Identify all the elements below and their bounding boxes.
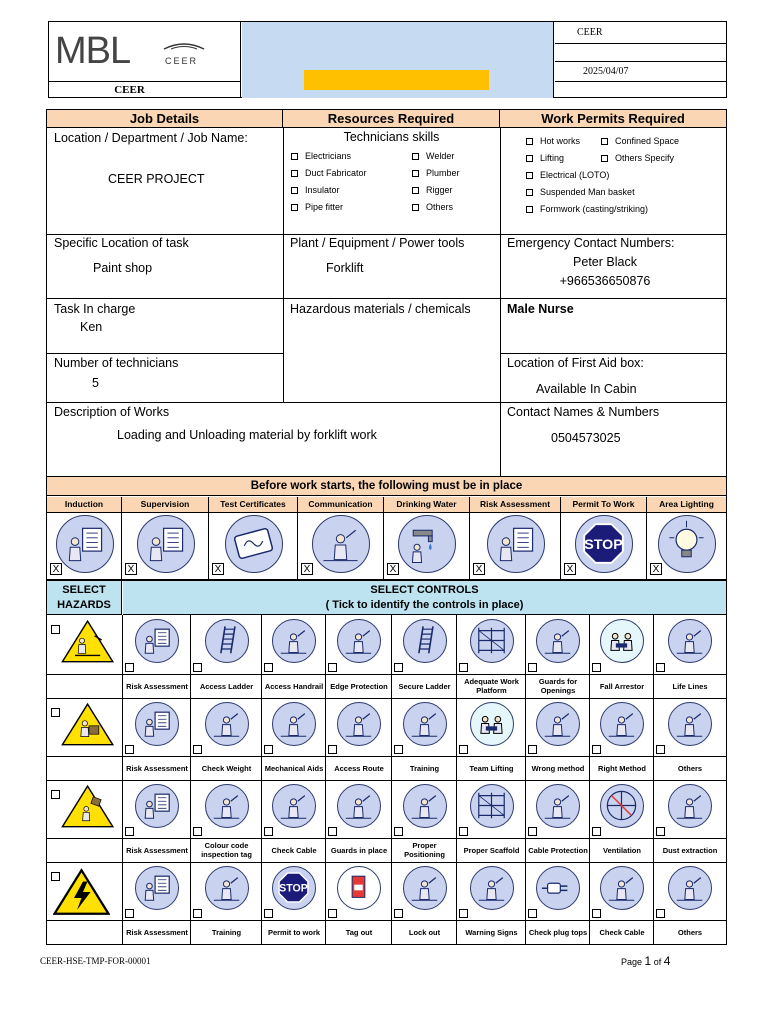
- ceer-logo-text: CEER: [165, 56, 199, 66]
- technicians-value: 5: [92, 376, 99, 390]
- contacts-value: 0504573025: [551, 431, 621, 445]
- control-cell: [123, 862, 191, 944]
- control-checkbox[interactable]: [592, 827, 601, 836]
- others-icon: [668, 866, 712, 910]
- before-work-cell: [122, 513, 209, 579]
- checkbox[interactable]: [291, 187, 298, 194]
- permit-hot-works[interactable]: Hot works: [526, 133, 580, 150]
- task-incharge-value: Ken: [80, 320, 103, 334]
- permit-lifting[interactable]: Lifting: [526, 150, 564, 167]
- risk-assessment-icon: [135, 784, 179, 828]
- control-checkbox[interactable]: [528, 663, 537, 672]
- hazard-cell: [47, 862, 123, 944]
- control-label: Training: [409, 763, 440, 773]
- control-cell: [191, 862, 262, 944]
- control-label: Ventilation: [603, 845, 641, 855]
- control-checkbox[interactable]: [592, 909, 601, 918]
- control-label: Lock out: [408, 927, 441, 937]
- control-cell: [392, 862, 457, 944]
- contacts-label: Contact Names & Numbers: [507, 405, 660, 419]
- water-tap-icon: [398, 515, 456, 573]
- control-cell: [262, 615, 326, 698]
- control-label: Proper Scaffold: [463, 845, 520, 855]
- control-cell: [654, 862, 726, 944]
- control-checkbox[interactable]: [125, 745, 134, 754]
- control-cell: [590, 698, 654, 780]
- ceer-logo: [161, 40, 213, 66]
- specific-location-value: Paint shop: [93, 261, 153, 275]
- footer-doc-code: CEER-HSE-TMP-FOR-00001: [40, 956, 151, 966]
- control-checkbox[interactable]: [656, 663, 665, 672]
- skills-title: Technicians skills: [343, 130, 440, 144]
- access-handrail-icon: [272, 619, 316, 663]
- before-work-checkbox[interactable]: X: [564, 563, 576, 575]
- before-work-label-drinking-water: Drinking Water: [384, 497, 470, 513]
- control-cell: [262, 862, 326, 944]
- falling-object-hazard-icon: [61, 784, 114, 829]
- checkbox[interactable]: [291, 153, 298, 160]
- fall-arrestor-icon: [600, 619, 644, 663]
- control-checkbox[interactable]: [264, 827, 273, 836]
- permit-to-work-icon: [272, 866, 316, 910]
- first-aid-value: Available In Cabin: [536, 382, 637, 396]
- control-label: Access Ladder: [199, 681, 254, 691]
- control-checkbox[interactable]: [125, 663, 134, 672]
- before-work-cell: [298, 513, 384, 579]
- control-cell: [123, 698, 191, 780]
- skill-welder[interactable]: Welder: [412, 148, 454, 165]
- guards-for-openings-icon: [536, 619, 580, 663]
- page-total: 4: [663, 954, 671, 968]
- male-nurse-label: Male Nurse: [507, 302, 574, 316]
- before-work-checkbox[interactable]: X: [212, 563, 224, 575]
- before-work-checkbox[interactable]: X: [387, 563, 399, 575]
- page-number: 1: [644, 954, 652, 968]
- location-label: Location / Department / Job Name:: [54, 131, 248, 145]
- grid-hline-2: [47, 298, 726, 299]
- control-cell: [590, 780, 654, 862]
- control-checkbox[interactable]: [459, 827, 468, 836]
- certificate-icon: [225, 515, 283, 573]
- checkbox[interactable]: [526, 155, 533, 162]
- induction-icon: [56, 515, 114, 573]
- supervision-icon: [137, 515, 195, 573]
- before-work-cell: [209, 513, 298, 579]
- control-label: Tag out: [345, 927, 373, 937]
- control-checkbox[interactable]: [656, 827, 665, 836]
- description-value: Loading and Unloading material by forklift work: [117, 428, 377, 442]
- control-cell: [191, 780, 262, 862]
- header-right-ceer: CEER: [555, 22, 727, 44]
- control-label: Risk Assessment: [126, 681, 188, 691]
- control-checkbox[interactable]: [328, 909, 337, 918]
- control-checkbox[interactable]: [125, 909, 134, 918]
- hazard-checkbox[interactable]: [51, 625, 60, 634]
- control-cell: [654, 780, 726, 862]
- permit-others-specify[interactable]: Others Specify: [601, 150, 674, 167]
- footer-page: [621, 954, 670, 968]
- svg-text:STOP: STOP: [279, 882, 308, 895]
- control-cell: [457, 698, 526, 780]
- training-icon: [403, 702, 447, 746]
- control-label: Wrong method: [531, 763, 585, 773]
- communication-icon: [312, 515, 370, 573]
- control-checkbox[interactable]: [193, 745, 202, 754]
- checkbox[interactable]: [412, 187, 419, 194]
- control-label: Team Lifting: [469, 763, 514, 773]
- control-label: Others: [677, 763, 703, 773]
- control-label: Risk Assessment: [126, 845, 188, 855]
- control-label: Edge Protection: [330, 681, 388, 691]
- fall-hazard-icon: [61, 619, 114, 664]
- access-route-icon: [337, 702, 381, 746]
- control-cell: [590, 862, 654, 944]
- before-work-cell: [470, 513, 561, 579]
- before-work-cell: [47, 513, 122, 579]
- description-label: Description of Works: [54, 405, 170, 419]
- access-ladder-icon: [205, 619, 249, 663]
- hazard-checkbox[interactable]: [51, 708, 60, 717]
- team-lifting-icon: [470, 702, 514, 746]
- before-work-title: Before work starts, the following must be in place: [47, 477, 726, 496]
- secure-ladder-icon: [403, 619, 447, 663]
- control-label: Others: [677, 927, 703, 937]
- before-work-checkbox[interactable]: X: [650, 563, 662, 575]
- stop-sign-icon: [575, 515, 633, 573]
- ventilation-icon: [600, 784, 644, 828]
- ceer-logo-mark-icon: [161, 41, 207, 53]
- control-label: Warning Signs: [465, 927, 518, 937]
- control-checkbox[interactable]: [193, 909, 202, 918]
- control-checkbox[interactable]: [528, 745, 537, 754]
- hazard-checkbox[interactable]: [51, 790, 60, 799]
- section-job-details: Job Details: [47, 110, 283, 128]
- before-work-cell: [384, 513, 470, 579]
- control-cell: [262, 698, 326, 780]
- control-cell: [326, 615, 392, 698]
- control-checkbox[interactable]: [125, 827, 134, 836]
- title-highlight: [304, 70, 489, 90]
- control-cell: [191, 698, 262, 780]
- checkbox[interactable]: [412, 204, 419, 211]
- risk-assessment-icon: [135, 866, 179, 910]
- control-label: Right Method: [598, 763, 646, 773]
- before-work-label-permit-to-work: Permit To Work: [561, 497, 647, 513]
- checkbox[interactable]: [526, 138, 533, 145]
- checkbox[interactable]: [526, 206, 533, 213]
- plant-label: Plant / Equipment / Power tools: [290, 236, 465, 250]
- proper-scaffold-icon: [470, 784, 514, 828]
- tag-out-icon: [337, 866, 381, 910]
- emergency-phone: +966536650876: [559, 274, 651, 288]
- control-label: Secure Ladder: [398, 681, 451, 691]
- svg-text:STOP: STOP: [584, 537, 623, 554]
- control-checkbox[interactable]: [459, 663, 468, 672]
- before-work-cell: [561, 513, 647, 579]
- technicians-label: Number of technicians: [54, 356, 179, 370]
- checkbox[interactable]: [526, 172, 533, 179]
- grid-vline-1: [283, 128, 284, 402]
- control-label: Permit to work: [267, 927, 321, 937]
- checkbox[interactable]: [601, 138, 608, 145]
- permit-formwork[interactable]: Formwork (casting/striking): [526, 201, 648, 218]
- task-incharge-label: Task In charge: [54, 302, 136, 316]
- page-word: Page: [621, 957, 643, 967]
- permit-confined-space[interactable]: Confined Space: [601, 133, 679, 150]
- page-of: of: [653, 957, 662, 967]
- control-checkbox[interactable]: [394, 745, 403, 754]
- check-weight-icon: [205, 702, 249, 746]
- skill-plumber[interactable]: Plumber: [412, 165, 460, 182]
- section-permits: Work Permits Required: [500, 110, 726, 128]
- control-label: Guards for Openings: [538, 677, 578, 695]
- control-cell: [326, 862, 392, 944]
- control-checkbox[interactable]: [264, 663, 273, 672]
- proper-positioning-icon: [403, 784, 447, 828]
- checkbox[interactable]: [601, 155, 608, 162]
- others-icon: [668, 702, 712, 746]
- control-cell: [654, 615, 726, 698]
- skill-duct-fabricator[interactable]: Duct Fabricator: [291, 165, 367, 182]
- light-bulb-icon: [658, 515, 716, 573]
- control-label: Check Cable: [599, 927, 645, 937]
- permit-electrical-loto[interactable]: Electrical (LOTO): [526, 167, 609, 184]
- adequate-work-platform-icon: [470, 619, 514, 663]
- control-checkbox[interactable]: [264, 909, 273, 918]
- control-label: Training: [211, 927, 242, 937]
- control-cell: [326, 698, 392, 780]
- control-checkbox[interactable]: [459, 909, 468, 918]
- control-label: Proper Positioning: [404, 841, 445, 859]
- header-date: 2025/04/07: [555, 62, 727, 82]
- control-checkbox[interactable]: [193, 663, 202, 672]
- check-cable-icon: [600, 866, 644, 910]
- control-cell: [392, 698, 457, 780]
- warning-signs-icon: [470, 866, 514, 910]
- guards-in-place-icon: [337, 784, 381, 828]
- control-cell: [326, 780, 392, 862]
- before-work-checkbox[interactable]: X: [473, 563, 485, 575]
- checkbox[interactable]: [291, 170, 298, 177]
- control-cell: [457, 862, 526, 944]
- control-cell: [392, 615, 457, 698]
- control-cell: [457, 615, 526, 698]
- before-work-label-communication: Communication: [298, 497, 384, 513]
- emergency-name: Peter Black: [573, 255, 637, 269]
- control-cell: [123, 780, 191, 862]
- manual-handling-hazard-icon: [61, 702, 114, 747]
- before-work-checkbox[interactable]: X: [125, 563, 137, 575]
- skill-insulator[interactable]: Insulator: [291, 182, 340, 199]
- before-work-label-induction: Induction: [47, 497, 122, 513]
- training-icon: [205, 866, 249, 910]
- wrong-method-icon: [536, 702, 580, 746]
- control-cell: [526, 698, 590, 780]
- skill-electricians[interactable]: Electricians: [291, 148, 351, 165]
- control-checkbox[interactable]: [328, 827, 337, 836]
- section-resources: Resources Required: [283, 110, 500, 128]
- control-label: Cable Protection: [528, 845, 588, 855]
- control-cell: [654, 698, 726, 780]
- right-method-icon: [600, 702, 644, 746]
- control-cell: [526, 862, 590, 944]
- control-label: Check Weight: [201, 763, 252, 773]
- dust-extraction-icon: [668, 784, 712, 828]
- control-checkbox[interactable]: [592, 663, 601, 672]
- control-checkbox[interactable]: [459, 745, 468, 754]
- before-work-cell: [647, 513, 726, 579]
- select-controls-subtitle: ( Tick to identify the controls in place): [325, 599, 524, 611]
- mbl-logo: MBL: [55, 30, 131, 72]
- control-checkbox[interactable]: [264, 745, 273, 754]
- hazmat-label: Hazardous materials / chemicals: [290, 302, 471, 316]
- checkbox[interactable]: [526, 189, 533, 196]
- control-cell: [262, 780, 326, 862]
- control-label: Fall Arrestor: [599, 681, 645, 691]
- control-label: Life Lines: [672, 681, 708, 691]
- skill-pipe-fitter[interactable]: Pipe fitter: [291, 199, 343, 216]
- control-cell: [457, 780, 526, 862]
- control-label: Dust extraction: [662, 845, 718, 855]
- control-cell: [123, 615, 191, 698]
- life-lines-icon: [668, 619, 712, 663]
- hazard-cell: [47, 780, 123, 862]
- lock-out-icon: [403, 866, 447, 910]
- logo-area: [49, 22, 241, 82]
- checkbox[interactable]: [291, 204, 298, 211]
- before-work-label-test-certificates: Test Certificates: [209, 497, 298, 513]
- control-checkbox[interactable]: [656, 745, 665, 754]
- hazard-cell: [47, 615, 123, 698]
- control-checkbox[interactable]: [592, 745, 601, 754]
- control-label: Guards in place: [330, 845, 388, 855]
- control-label: Check Cable: [271, 845, 317, 855]
- select-controls-cell: [123, 581, 726, 615]
- control-checkbox[interactable]: [394, 909, 403, 918]
- cable-protection-icon: [536, 784, 580, 828]
- before-work-label-supervision: Supervision: [122, 497, 209, 513]
- plant-value: Forklift: [326, 261, 364, 275]
- hazard-cell: [47, 698, 123, 780]
- select-hazards-cell: [47, 581, 122, 615]
- control-label: Access Route: [334, 763, 384, 773]
- header-right-blank: [555, 44, 727, 62]
- risk-assessment-icon: [135, 702, 179, 746]
- control-cell: [392, 780, 457, 862]
- header-block: [48, 21, 727, 98]
- control-label: Adequate Work Platform: [464, 677, 519, 695]
- location-value: CEER PROJECT: [108, 172, 205, 186]
- checkbox[interactable]: [412, 170, 419, 177]
- before-work-label-risk-assessment: Risk Assessment: [470, 497, 561, 513]
- control-cell: [526, 780, 590, 862]
- control-cell: [526, 615, 590, 698]
- first-aid-label: Location of First Aid box:: [507, 356, 644, 370]
- control-checkbox[interactable]: [328, 745, 337, 754]
- risk-assessment-icon: [487, 515, 545, 573]
- before-work-label-area-lighting: Area Lighting: [647, 497, 726, 513]
- control-checkbox[interactable]: [193, 827, 202, 836]
- check-cable-icon: [272, 784, 316, 828]
- mechanical-aids-icon: [272, 702, 316, 746]
- control-cell: [191, 615, 262, 698]
- specific-location-label: Specific Location of task: [54, 236, 189, 250]
- edge-protection-icon: [337, 619, 381, 663]
- before-work-checkbox[interactable]: X: [301, 563, 313, 575]
- control-checkbox[interactable]: [328, 663, 337, 672]
- electrical-hazard-icon: [53, 868, 110, 916]
- skill-rigger[interactable]: Rigger: [412, 182, 453, 199]
- select-hazards-label: SELECT HAZARDS: [57, 584, 111, 611]
- company-name: CEER: [49, 82, 241, 98]
- control-cell: [590, 615, 654, 698]
- control-checkbox[interactable]: [656, 909, 665, 918]
- control-label: Risk Assessment: [126, 763, 188, 773]
- permit-suspended-basket[interactable]: Suspended Man basket: [526, 184, 635, 201]
- risk-assessment-icon: [135, 619, 179, 663]
- skill-others[interactable]: Others: [412, 199, 453, 216]
- control-checkbox[interactable]: [528, 827, 537, 836]
- check-plug-tops-icon: [536, 866, 580, 910]
- control-label: Risk Assessment: [126, 927, 188, 937]
- checkbox[interactable]: [412, 153, 419, 160]
- control-checkbox[interactable]: [528, 909, 537, 918]
- before-work-checkbox[interactable]: X: [50, 563, 62, 575]
- control-checkbox[interactable]: [394, 663, 403, 672]
- colour-code-inspection-tag-icon: [205, 784, 249, 828]
- control-label: Mechanical Aids: [264, 763, 324, 773]
- control-label: Check plug tops: [528, 927, 588, 937]
- control-label: Colour code inspection tag: [201, 841, 252, 859]
- control-label: Access Handrail: [264, 681, 324, 691]
- select-controls-title: SELECT CONTROLS: [370, 584, 479, 596]
- title-band: [242, 22, 554, 98]
- emergency-label: Emergency Contact Numbers:: [507, 236, 675, 250]
- control-checkbox[interactable]: [394, 827, 403, 836]
